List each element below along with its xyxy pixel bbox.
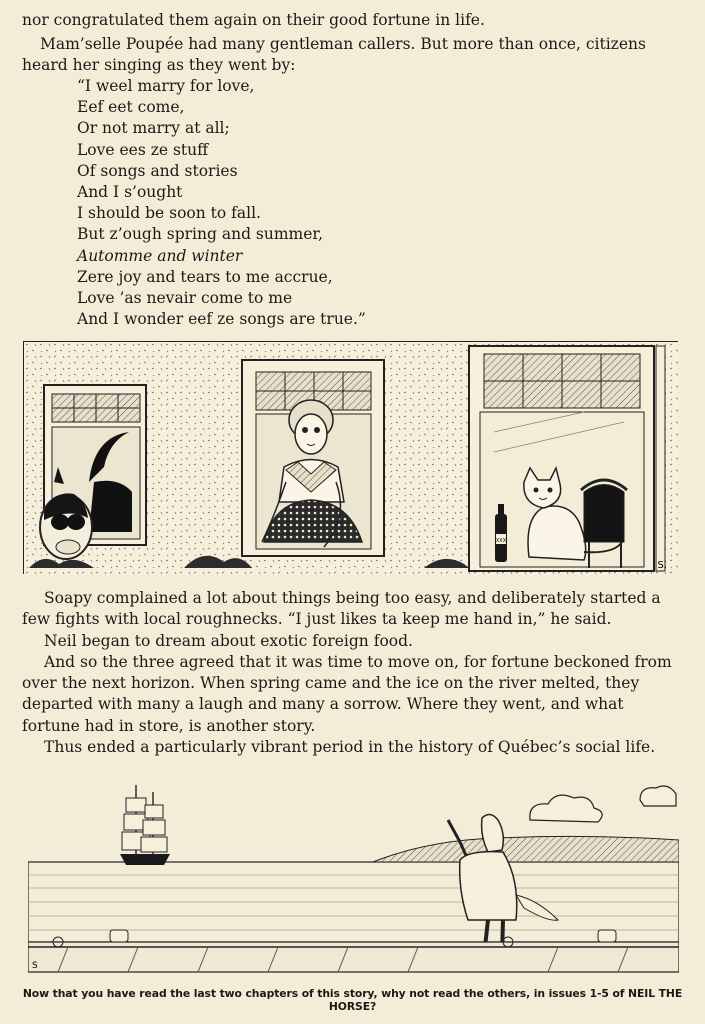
far-shore: [373, 836, 679, 862]
poem-line: Or not marry at all;: [77, 119, 230, 138]
paragraph-callers: Mam’selle Poupée had many gentleman callers. But more than once, citizens heard her singing as they went by:: [22, 35, 646, 75]
windows-illustration: [24, 342, 679, 575]
poem-line: Of songs and stories: [77, 161, 238, 180]
opening-line: nor congratulated them again on their good fortune in life.: [22, 11, 485, 29]
harbour-illustration-panel: [28, 770, 679, 975]
paragraph-depart: And so the three agreed that it was time to move on, for fortune beckoned from over the next horizon. When spring came and the ice on the river melted, they departed with many a laugh and many a sorrow. Where they went, and what fortune had in store, is another story.: [22, 653, 672, 735]
poem-line: Automme and winter: [77, 246, 243, 265]
song-poem: [77, 76, 366, 330]
footer-promo: Now that you have read the last two chapters of this story, why not read the others, in issues 1-5 of NEIL THE HORSE?: [22, 987, 683, 1013]
poem-line: I should be soon to fall.: [77, 204, 261, 223]
artist-signature-2: S: [32, 961, 38, 971]
poem-line: Zere joy and tears to me accrue,: [77, 267, 333, 286]
poem-line: Love ’as nevair come to me: [77, 289, 293, 308]
artist-signature: S.: [657, 560, 667, 571]
poem-line: But z’ough spring and summer,: [77, 225, 324, 244]
poem-line: And I s’ought: [77, 183, 183, 202]
poem-line: Love ees ze stuff: [77, 140, 209, 159]
windows-illustration-panel: [23, 341, 678, 574]
paragraph-ending: Thus ended a particularly vibrant period in the history of Québec’s social life.: [44, 738, 656, 756]
clouds: [530, 786, 676, 822]
harbour-illustration: [28, 770, 679, 975]
poem-line: And I wonder eef ze songs are true.”: [77, 310, 366, 329]
poem-line: “I weel marry for love,: [77, 77, 255, 95]
paragraph-soapy: Soapy complained a lot about things being too easy, and deliberately started a few fights with local roughnecks. “I just likes ta keep me hand in,” he said.: [22, 589, 661, 629]
paragraph-neil: Neil began to dream about exotic foreign food.: [44, 632, 413, 650]
sailing-ship: [120, 785, 170, 865]
bottle-label: XXX: [495, 538, 507, 544]
poem-line: Eef eet come,: [77, 98, 185, 117]
